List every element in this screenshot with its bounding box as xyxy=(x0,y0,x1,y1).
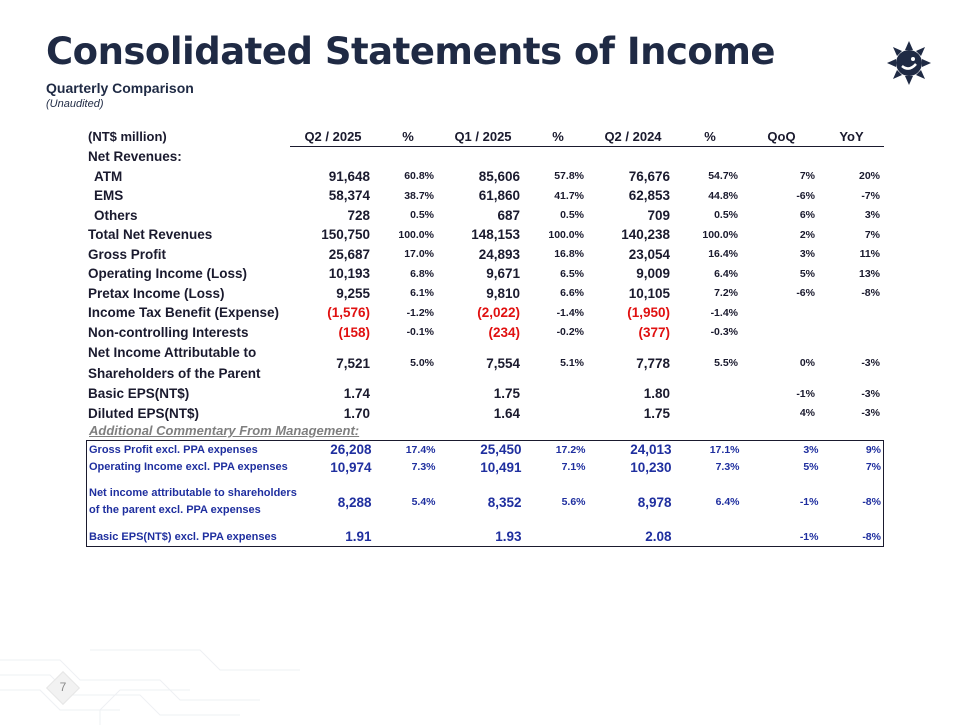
table-cell xyxy=(678,528,746,546)
row-label: Operating Income (Loss) xyxy=(88,266,248,282)
table-cell xyxy=(378,528,442,546)
row-label: Operating Income excl. PPA expenses xyxy=(89,461,288,474)
table-cell: 7.2% xyxy=(714,287,738,300)
table-cell: 6.8% xyxy=(410,267,434,280)
column-header: % xyxy=(526,126,590,147)
table-row xyxy=(88,245,884,265)
header-row xyxy=(88,126,884,147)
table-cell: 728 xyxy=(347,207,370,223)
page-number-badge xyxy=(51,676,75,700)
table-row xyxy=(87,459,884,477)
row-label: Net Revenues: xyxy=(88,149,182,164)
table-cell: (2,022) xyxy=(477,305,520,321)
table-cell: 148,153 xyxy=(471,227,520,243)
column-header: QoQ xyxy=(744,126,819,147)
row-label: EMS xyxy=(94,188,124,204)
table-cell: 2.08 xyxy=(645,529,672,545)
table-cell: -6% xyxy=(796,287,815,300)
column-header: YoY xyxy=(819,126,884,147)
table-cell: 16.8% xyxy=(554,248,584,261)
table-row xyxy=(88,342,884,384)
table-cell: 5.6% xyxy=(561,496,586,508)
table-cell: 17.1% xyxy=(709,443,740,456)
sun-face-logo-icon xyxy=(886,40,932,86)
table-cell: -3% xyxy=(861,357,880,369)
table-row xyxy=(88,147,884,167)
table-cell: -1% xyxy=(799,496,819,508)
row-label-line: Net Income Attributable to xyxy=(88,345,257,360)
table-cell: 57.8% xyxy=(554,170,584,183)
table-cell: -1.4% xyxy=(710,306,738,319)
table-cell: -6% xyxy=(796,189,815,202)
table-cell: 11% xyxy=(859,248,880,261)
table-cell: 17.4% xyxy=(405,443,436,456)
table-cell: -8% xyxy=(861,287,880,300)
table-cell: 10,230 xyxy=(630,459,672,475)
table-cell: 1.75 xyxy=(493,386,520,402)
table-cell: 13% xyxy=(858,267,880,280)
unaudited-note: (Unaudited) xyxy=(46,98,104,110)
table-cell: 23,054 xyxy=(628,246,670,262)
column-header: Q1 / 2025 xyxy=(440,126,526,147)
table-cell: -0.3% xyxy=(710,326,738,339)
table-cell: 17.2% xyxy=(555,443,586,456)
table-cell: 100.0% xyxy=(398,228,434,241)
table-cell: (377) xyxy=(638,324,670,340)
table-cell: 24,893 xyxy=(478,246,520,262)
table-cell: (1,576) xyxy=(327,305,370,321)
table-row xyxy=(88,186,884,206)
table-cell: 7% xyxy=(865,461,881,474)
table-cell: 76,676 xyxy=(628,168,670,184)
table-cell: -1.4% xyxy=(556,306,584,319)
table-row xyxy=(88,404,884,424)
table-cell: 9% xyxy=(865,443,881,456)
row-label: Gross Profit xyxy=(88,246,167,262)
table-cell: 3% xyxy=(803,443,819,456)
table-cell: 5% xyxy=(799,267,815,280)
table-cell: 8,978 xyxy=(637,494,672,510)
table-cell xyxy=(744,303,819,323)
income-statement-table xyxy=(88,126,884,423)
table-cell: 6.4% xyxy=(714,267,738,280)
table-cell: 5.0% xyxy=(410,357,434,369)
table-cell: 5.4% xyxy=(411,496,436,508)
row-label: Non-controlling Interests xyxy=(88,324,249,340)
table-cell xyxy=(526,384,590,404)
table-cell: 61,860 xyxy=(478,188,520,204)
table-cell xyxy=(376,404,440,424)
table-cell: -1% xyxy=(799,530,819,543)
table-cell: 25,687 xyxy=(328,246,370,262)
table-cell: 7,778 xyxy=(636,355,670,371)
table-cell: 1.93 xyxy=(495,529,522,545)
table-cell: 25,450 xyxy=(480,442,522,458)
row-label: Pretax Income (Loss) xyxy=(88,285,225,301)
table-cell: 20% xyxy=(858,170,880,183)
table-cell: -1.2% xyxy=(406,306,434,319)
table-cell xyxy=(676,384,744,404)
page-subtitle: Quarterly Comparison xyxy=(46,80,194,96)
table-cell: 7% xyxy=(864,228,880,241)
table-cell: 6.1% xyxy=(410,287,434,300)
table-cell: 100.0% xyxy=(548,228,584,241)
column-header: Q2 / 2024 xyxy=(590,126,676,147)
table-cell: 7.3% xyxy=(411,461,436,474)
table-cell xyxy=(744,323,819,343)
table-cell: 58,374 xyxy=(328,188,370,204)
table-cell: 9,255 xyxy=(336,285,370,301)
table-cell: 62,853 xyxy=(628,188,670,204)
table-row xyxy=(88,167,884,187)
row-label: Others xyxy=(94,207,138,223)
table-cell: (234) xyxy=(488,324,520,340)
table-cell: 6.6% xyxy=(560,287,584,300)
table-cell xyxy=(376,384,440,404)
page-number: 7 xyxy=(59,680,67,694)
table-cell: (158) xyxy=(338,324,370,340)
table-cell: 9,671 xyxy=(486,266,520,282)
row-label: ATM xyxy=(94,168,123,184)
table-cell: 6.5% xyxy=(560,267,584,280)
table-cell: 7,554 xyxy=(486,355,520,371)
table-cell: 0.5% xyxy=(714,209,738,222)
table-cell: 3% xyxy=(864,209,880,222)
table-row xyxy=(88,303,884,323)
row-label: Net income attributable to shareholders of the parent excl. PPA expenses xyxy=(89,487,297,516)
table-cell: 9,810 xyxy=(486,285,520,301)
table-cell: 1.75 xyxy=(643,405,670,421)
table-cell: 9,009 xyxy=(636,266,670,282)
table-cell: 1.91 xyxy=(345,529,372,545)
table-cell: 3% xyxy=(799,248,815,261)
table-cell: 85,606 xyxy=(478,168,520,184)
table-row xyxy=(87,476,884,528)
column-header: (NT$ million) xyxy=(88,128,167,144)
table-cell xyxy=(528,528,592,546)
table-cell: -0.1% xyxy=(406,326,434,339)
circuit-pattern-decoration xyxy=(0,640,320,725)
row-label-line: Shareholders of the Parent xyxy=(88,366,261,381)
table-cell: -3% xyxy=(861,407,880,420)
table-row xyxy=(88,323,884,343)
table-cell: -1% xyxy=(796,387,815,400)
table-cell: 7% xyxy=(799,170,815,183)
table-cell: 100.0% xyxy=(702,228,738,241)
table-cell: 7.3% xyxy=(715,461,740,474)
table-cell: 44.8% xyxy=(708,189,738,202)
table-row xyxy=(88,225,884,245)
table-cell: 10,105 xyxy=(628,285,670,301)
table-cell: 1.80 xyxy=(643,386,670,402)
row-label: Total Net Revenues xyxy=(88,227,213,243)
table-row xyxy=(88,284,884,304)
commentary-table xyxy=(86,440,884,547)
table-cell: -7% xyxy=(861,189,880,202)
row-label: Basic EPS(NT$) excl. PPA expenses xyxy=(89,530,277,543)
table-cell: 24,013 xyxy=(630,442,672,458)
row-label: Gross Profit excl. PPA expenses xyxy=(89,443,258,456)
row-label: Basic EPS(NT$) xyxy=(88,386,190,402)
table-cell: 5.1% xyxy=(560,357,584,369)
table-cell: 8,288 xyxy=(337,494,372,510)
table-cell: 5.5% xyxy=(714,357,738,369)
commentary-heading: Additional Commentary From Management: xyxy=(89,423,360,438)
table-cell: 140,238 xyxy=(621,227,670,243)
table-cell: 60.8% xyxy=(404,170,434,183)
table-cell xyxy=(819,303,884,323)
table-cell: 709 xyxy=(647,207,670,223)
table-cell: 54.7% xyxy=(708,170,738,183)
row-label: Income Tax Benefit (Expense) xyxy=(88,305,280,321)
table-cell: 1.74 xyxy=(343,386,370,402)
table-cell: 5% xyxy=(803,461,819,474)
table-cell xyxy=(526,404,590,424)
column-header: % xyxy=(676,126,744,147)
table-cell: 8,352 xyxy=(487,494,522,510)
table-cell: 1.70 xyxy=(343,405,370,421)
table-cell: 0% xyxy=(799,357,815,369)
table-row xyxy=(87,441,884,459)
table-cell: 16.4% xyxy=(708,248,738,261)
page-title: Consolidated Statements of Income xyxy=(46,30,775,73)
table-cell: 6.4% xyxy=(715,496,740,508)
column-header: % xyxy=(376,126,440,147)
row-label xyxy=(88,342,290,384)
table-cell: 41.7% xyxy=(554,189,584,202)
table-row xyxy=(88,264,884,284)
table-cell: 10,974 xyxy=(330,459,372,475)
table-cell: 150,750 xyxy=(321,227,370,243)
table-cell xyxy=(819,323,884,343)
table-cell: (1,950) xyxy=(627,305,670,321)
table-cell: 10,491 xyxy=(480,459,522,475)
table-cell: 38.7% xyxy=(404,189,434,202)
table-cell: 4% xyxy=(799,407,815,420)
table-row xyxy=(87,528,884,546)
row-label: Diluted EPS(NT$) xyxy=(88,405,200,421)
table-cell: 7,521 xyxy=(336,355,370,371)
table-cell: -8% xyxy=(862,530,881,543)
table-row xyxy=(88,206,884,226)
table-row xyxy=(88,384,884,404)
table-cell: 0.5% xyxy=(560,209,584,222)
table-cell: 91,648 xyxy=(328,168,370,184)
table-cell: -3% xyxy=(861,387,880,400)
table-cell: 17.0% xyxy=(404,248,434,261)
table-cell: 2% xyxy=(799,228,815,241)
table-cell: -0.2% xyxy=(556,326,584,339)
table-cell: 26,208 xyxy=(330,442,372,458)
table-cell: 6% xyxy=(799,209,815,222)
table-cell: 687 xyxy=(497,207,520,223)
table-cell: -8% xyxy=(862,496,881,508)
table-cell: 10,193 xyxy=(328,266,370,282)
table-cell xyxy=(676,404,744,424)
table-cell: 0.5% xyxy=(410,209,434,222)
column-header: Q2 / 2025 xyxy=(290,126,376,147)
table-cell: 1.64 xyxy=(493,405,520,421)
table-cell: 7.1% xyxy=(561,461,586,474)
